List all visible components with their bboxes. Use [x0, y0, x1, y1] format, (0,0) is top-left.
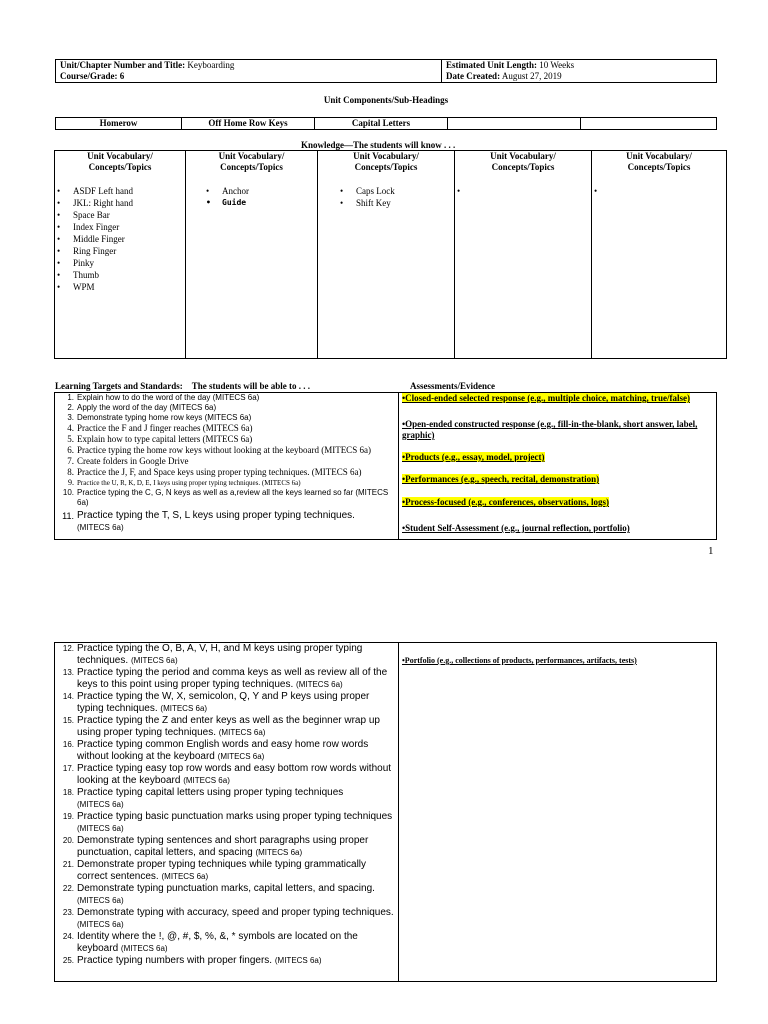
knowledge-col-5 [592, 151, 726, 358]
list-item: 7. Create folders in Google Drive [67, 456, 189, 466]
knowledge-title: Knowledge—The students will know . . . [301, 140, 456, 150]
list-item: • Ring Finger [55, 245, 185, 257]
targets-list-page1 [55, 393, 398, 534]
assessment-open-ended: •Open-ended constructed response (e.g., fill-in-the-blank, short answer, label, graphic) [402, 419, 698, 440]
assessment-performances: •Performances (e.g., speech, recital, demonstration) [402, 474, 600, 484]
learning-targets-title: Learning Targets and Standards: The students will be able to . . . [55, 381, 311, 391]
list-item: 9. Practice the U, R, K, D, E, I keys using proper typing techniques. (MITECS 6a) [68, 478, 301, 487]
list-item: 25. Practice typing numbers with proper fingers. (MITECS 6a) [62, 955, 322, 966]
list-item: 3. Demonstrate typing home row keys (MITECS 6a) [67, 413, 252, 422]
list-item: 15. Practice typing the Z and enter keys as well as the beginner wrap up using proper typing techniques. (MITECS 6a) [62, 715, 380, 738]
assessment-closed-ended: •Closed-ended selected response (e.g., multiple choice, matching, true/false) [402, 393, 690, 403]
vocab-header-5: Unit Vocabulary/ Concepts/Topics [626, 151, 692, 172]
components-title: Unit Components/Sub-Headings [323, 95, 449, 105]
list-item: 13. Practice typing the period and comma keys as well as review all of the keys to this point using proper typing techniques. (MITECS 6a) [62, 667, 388, 690]
list-item: 24. Identity where the !, @, #, $, %, &, * symbols are located on the keyboard (MITECS 6a) [62, 931, 358, 954]
unit-label: Unit/Chapter Number and Title [60, 60, 183, 70]
length-value: 10 Weeks [539, 60, 575, 70]
list-item: 10. Practice typing the C, G, N keys as well as a,review all the keys learned so far (MITECS 6a) [62, 488, 389, 507]
length-label: Estimated Unit Length [446, 60, 535, 70]
list-item: • JKL: Right hand [55, 197, 185, 209]
list-item: 5. Explain how to type capital letters (MITECS 6a) [67, 434, 253, 444]
vocab-header-3: Unit Vocabulary/ Concepts/Topics [353, 151, 419, 172]
component-off-home-row: Off Home Row Keys [182, 118, 315, 129]
list-item: • Anchor [204, 185, 317, 197]
assessment-portfolio: •Portfolio (e.g., collections of products, performances, artifacts, tests) [402, 656, 637, 665]
list-item: • Caps Lock [338, 185, 454, 197]
list-item: 1. Explain how to do the word of the day (MITECS 6a) [67, 393, 260, 402]
component-empty-5 [581, 118, 716, 129]
vocab-header-1: Unit Vocabulary/ Concepts/Topics [87, 151, 153, 172]
list-item: 23. Demonstrate typing with accuracy, speed and proper typing techniques. (MITECS 6a) [62, 907, 394, 929]
assessment-self: •Student Self-Assessment (e.g., journal reflection, portfolio) [402, 523, 630, 533]
course-row [60, 71, 124, 82]
unit-value: Keyboarding [187, 60, 235, 70]
list-item: 20. Demonstrate typing sentences and short paragraphs using proper punctuation, capital letters, and spacing (MITECS 6a) [62, 835, 369, 858]
list-item: 12. Practice typing the O, B, A, V, H, and M keys using proper typing techniques. (MITECS 6a) [62, 643, 363, 666]
list-item: 2. Apply the word of the day (MITECS 6a) [67, 403, 217, 412]
assessment-products: •Products (e.g., essay, model, project) [402, 452, 545, 462]
list-item: 21. Demonstrate proper typing techniques while typing grammatically correct sentences. (MITECS 6a) [62, 859, 367, 882]
vocab-list-3 [318, 185, 454, 209]
list-item: • Thumb [55, 269, 185, 281]
header-divider [441, 59, 442, 83]
targets-divider-page2 [398, 642, 399, 982]
course-label: Course/Grade: [60, 71, 118, 81]
unit-title-row: Unit/Chapter Number and Title: Keyboarding [60, 60, 235, 70]
date-label: Date Created [446, 71, 498, 81]
list-item: 17. Practice typing easy top row words and easy bottom row words without looking at the keyboard (MITECS 6a) [62, 763, 392, 786]
knowledge-col-3 [318, 151, 455, 358]
list-item: 19. Practice typing basic punctuation marks using proper typing techniques (MITECS 6a) [62, 811, 393, 833]
list-item: 18. Practice typing capital letters using proper typing techniques (MITECS 6a) [62, 787, 344, 809]
component-empty-4 [448, 118, 581, 129]
date-value: August 27, 2019 [501, 71, 562, 81]
list-item: • WPM [55, 281, 185, 293]
list-item: • Space Bar [55, 209, 185, 221]
vocab-list-2 [186, 185, 317, 209]
assessments-list [402, 393, 714, 534]
vocab-header-2: Unit Vocabulary/ Concepts/Topics [218, 151, 285, 172]
knowledge-col-1 [55, 151, 186, 358]
list-item: • Middle Finger [55, 233, 185, 245]
knowledge-col-4 [455, 151, 592, 358]
list-item: 6. Practice typing the home row keys without looking at the keyboard (MITECS 6a) [67, 445, 371, 455]
components-table [55, 117, 717, 130]
knowledge-table [54, 150, 727, 359]
component-homerow: Homerow [56, 118, 182, 129]
list-item: 14. Practice typing the W, X, semicolon, Q, Y and P keys using proper typing techniques. (MITECS 6a) [62, 691, 370, 714]
list-item: • ASDF Left hand [55, 185, 185, 197]
targets-divider [398, 392, 399, 540]
vocab-list-1 [55, 185, 185, 293]
assessments-title: Assessments/Evidence [410, 381, 495, 391]
list-item: 11. Practice typing the T, S, L keys using proper typing techniques. (MITECS 6a) [62, 510, 355, 532]
vocab-header-4: Unit Vocabulary/ Concepts/Topics [490, 151, 556, 172]
component-capital-letters: Capital Letters [315, 118, 448, 129]
course-value: 6 [119, 71, 125, 81]
date-row: Date Created: August 27, 2019 [446, 71, 562, 81]
list-item: 4. Practice the F and J finger reaches (MITECS 6a) [67, 423, 253, 433]
list-item: • Shift Key [338, 197, 454, 209]
list-item: • Guide [204, 197, 317, 209]
targets-list-page2 [55, 643, 396, 967]
list-item: 22. Demonstrate typing punctuation marks, capital letters, and spacing. (MITECS 6a) [62, 883, 375, 905]
list-item: • Index Finger [55, 221, 185, 233]
length-row: Estimated Unit Length: 10 Weeks [446, 60, 575, 70]
list-item: 8. Practice the J, F, and Space keys using proper typing techniques. (MITECS 6a) [67, 467, 362, 477]
list-item: 16. Practice typing common English words and easy home row words without looking at the keyboard (MITECS 6a) [62, 739, 369, 762]
list-item: • Pinky [55, 257, 185, 269]
page-number: 1 [708, 545, 714, 557]
knowledge-col-2 [186, 151, 318, 358]
assessment-process: •Process-focused (e.g., conferences, observations, logs) [402, 497, 610, 507]
